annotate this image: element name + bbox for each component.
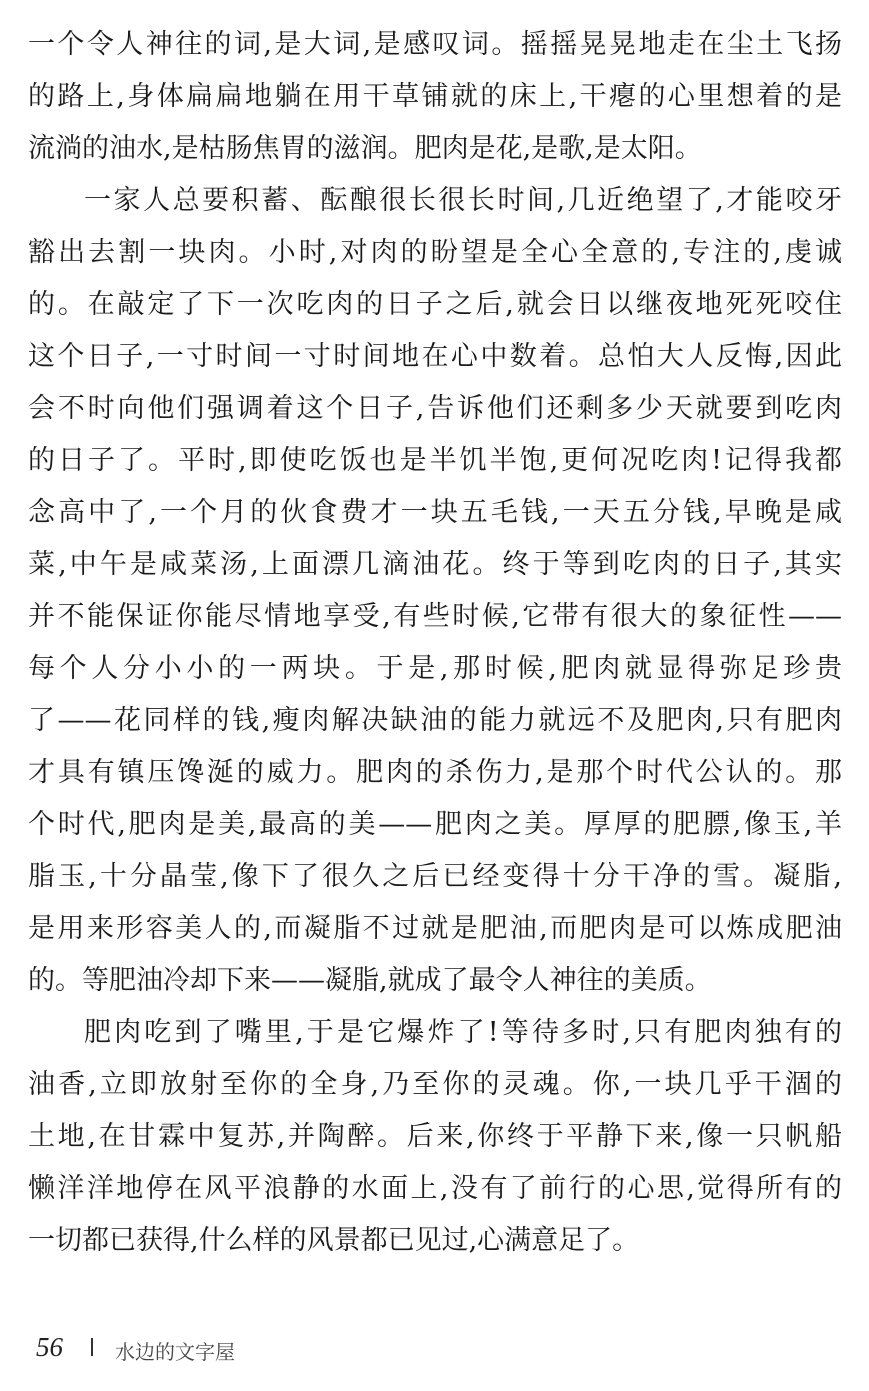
text-line: 这个日子,一寸时间一寸时间地在心中数着。总怕大人反悔,因此 [28,341,842,372]
text-line: 的日子了。平时,即使吃饭也是半饥半饱,更何况吃肉!记得我都 [28,445,842,476]
footer-separator [91,1338,93,1356]
text-line: 土地,在甘霖中复苏,并陶醉。后来,你终于平静下来,像一只帆船 [28,1121,842,1152]
text-line: 油香,立即放射至你的全身,乃至你的灵魂。你,一块几乎干涸的 [28,1069,842,1100]
text-line: 懒洋洋地停在风平浪静的水面上,没有了前行的心思,觉得所有的 [28,1173,842,1204]
text-line: 并不能保证你能尽情地享受,有些时候,它带有很大的象征性—— [28,601,842,632]
text-line: 是用来形容美人的,而凝脂不过就是肥油,而肥肉是可以炼成肥油 [28,913,842,944]
text-line: 菜,中午是咸菜汤,上面漂几滴油花。终于等到吃肉的日子,其实 [28,549,842,580]
body-text [28,19,842,1267]
book-title: 水边的文字屋 [115,1340,235,1364]
text-line: 豁出去割一块肉。小时,对肉的盼望是全心全意的,专注的,虔诚 [28,237,842,268]
text-line: 肥肉吃到了嘴里,于是它爆炸了!等待多时,只有肥肉独有的 [84,1017,842,1048]
paragraph [28,1007,842,1267]
text-line: 流淌的油水,是枯肠焦胃的滋润。肥肉是花,是歌,是太阳。 [28,133,702,164]
text-line: 的路上,身体扁扁地躺在用干草铺就的床上,干瘪的心里想着的是 [28,81,842,112]
text-line: 了——花同样的钱,瘦肉解决缺油的能力就远不及肥肉,只有肥肉 [28,705,842,736]
text-line: 的。等肥油冷却下来——凝脂,就成了最令人神往的美质。 [28,965,712,996]
text-line: 会不时向他们强调着这个日子,告诉他们还剩多少天就要到吃肉 [28,393,842,424]
paragraph [28,19,842,175]
paragraph [28,175,842,1007]
text-line: 每个人分小小的一两块。于是,那时候,肥肉就显得弥足珍贵 [28,653,842,684]
text-line: 一家人总要积蓄、酝酿很长很长时间,几近绝望了,才能咬牙 [84,185,842,216]
text-line: 一个令人神往的词,是大词,是感叹词。摇摇晃晃地走在尘土飞扬 [28,29,842,60]
text-line: 的。在敲定了下一次吃肉的日子之后,就会日以继夜地死死咬住 [28,289,842,320]
text-line: 个时代,肥肉是美,最高的美——肥肉之美。厚厚的肥膘,像玉,羊 [28,809,842,840]
text-line: 一切都已获得,什么样的风景都已见过,心满意足了。 [28,1225,640,1256]
text-line: 才具有镇压馋涎的威力。肥肉的杀伤力,是那个时代公认的。那 [28,757,842,788]
page-number: 56 [36,1332,63,1362]
text-line: 念高中了,一个月的伙食费才一块五毛钱,一天五分钱,早晚是咸 [28,497,842,528]
text-line: 脂玉,十分晶莹,像下了很久之后已经变得十分干净的雪。凝脂, [28,861,842,892]
